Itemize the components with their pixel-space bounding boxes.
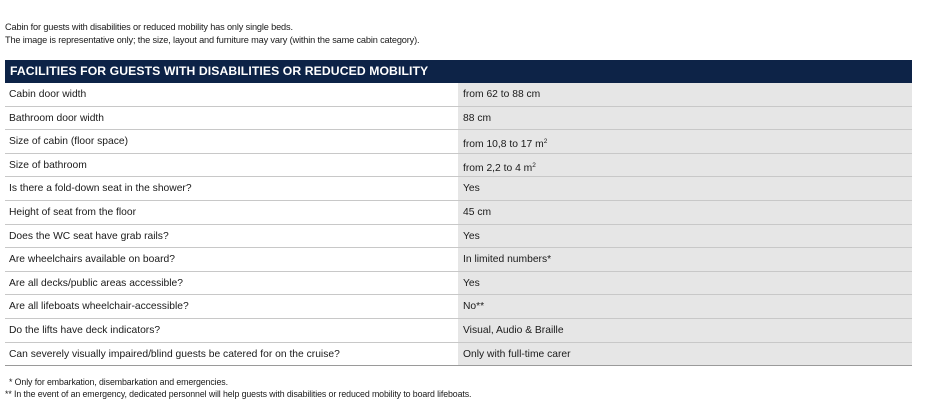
row-answer: 45 cm xyxy=(458,201,912,224)
intro-line-single-beds: Cabin for guests with disabilities or reduced mobility has only single beds. xyxy=(5,22,293,32)
table-row xyxy=(5,130,912,154)
row-answer: Yes xyxy=(458,225,912,248)
answer-text: from 10,8 to 17 m xyxy=(463,139,544,151)
row-question: Do the lifts have deck indicators? xyxy=(5,319,458,342)
row-answer: Yes xyxy=(458,272,912,295)
table-row xyxy=(5,295,912,319)
row-question: Cabin door width xyxy=(5,83,458,106)
row-question: Are all lifeboats wheelchair-accessible? xyxy=(5,295,458,318)
row-question: Are wheelchairs available on board? xyxy=(5,248,458,271)
row-question: Size of bathroom xyxy=(5,154,458,177)
table-row xyxy=(5,107,912,131)
row-answer: No** xyxy=(458,295,912,318)
intro-text xyxy=(5,21,419,46)
row-question: Height of seat from the floor xyxy=(5,201,458,224)
table-row xyxy=(5,319,912,343)
table-row xyxy=(5,248,912,272)
facilities-table xyxy=(5,60,912,366)
table-row xyxy=(5,154,912,178)
row-answer xyxy=(458,154,912,177)
answer-text: from 2,2 to 4 m xyxy=(463,162,533,174)
row-answer: from 62 to 88 cm xyxy=(458,83,912,106)
row-answer: Yes xyxy=(458,177,912,200)
row-answer xyxy=(458,130,912,153)
footnote-single-asterisk: * Only for embarkation, disembarkation and emergencies. xyxy=(9,377,228,387)
row-question: Bathroom door width xyxy=(5,107,458,130)
table-row xyxy=(5,272,912,296)
table-row xyxy=(5,177,912,201)
row-question: Can severely visually impaired/blind guests be catered for on the cruise? xyxy=(5,343,458,366)
row-answer: Only with full-time carer xyxy=(458,343,912,366)
row-answer: Visual, Audio & Braille xyxy=(458,319,912,342)
row-question: Size of cabin (floor space) xyxy=(5,130,458,153)
footnotes xyxy=(5,376,471,400)
table-row xyxy=(5,83,912,107)
table-row xyxy=(5,343,912,367)
footnote-double-asterisk: ** In the event of an emergency, dedicated personnel will help guests with disabilities or reduced mobility to board lifeboats. xyxy=(5,389,472,399)
facilities-table-title: FACILITIES FOR GUESTS WITH DISABILITIES OR REDUCED MOBILITY xyxy=(5,60,912,83)
table-row xyxy=(5,225,912,249)
row-question: Does the WC seat have grab rails? xyxy=(5,225,458,248)
row-answer: 88 cm xyxy=(458,107,912,130)
unit-superscript: 2 xyxy=(532,161,536,169)
row-answer: In limited numbers* xyxy=(458,248,912,271)
unit-superscript: 2 xyxy=(543,138,548,146)
row-question: Is there a fold-down seat in the shower? xyxy=(5,177,458,200)
table-row xyxy=(5,201,912,225)
row-question: Are all decks/public areas accessible? xyxy=(5,272,458,295)
intro-line-representative: The image is representative only; the size, layout and furniture may vary (within the same cabin category). xyxy=(5,34,420,45)
